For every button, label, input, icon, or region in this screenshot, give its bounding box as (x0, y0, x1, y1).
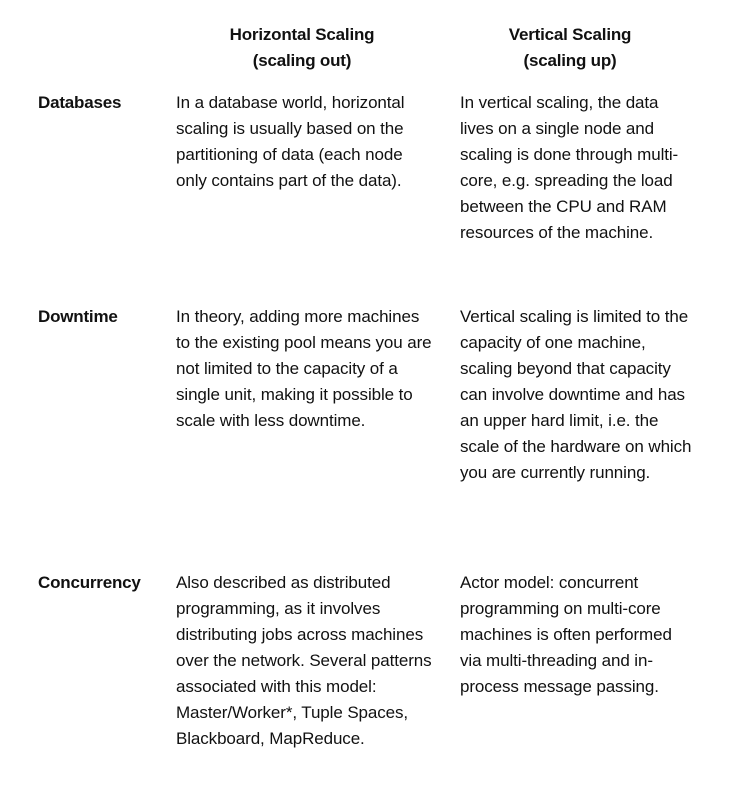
column-header-subtitle: (scaling up) (523, 51, 617, 70)
column-header-subtitle: (scaling out) (252, 51, 352, 70)
cell-concurrency-vertical: Actor model: concurrent programming on multi-core machines is often performed via multi-threading and in-process message passing. (460, 573, 672, 696)
cell-databases-horizontal: In a database world, horizontal scaling is usually based on the partitioning of data (each node only contains part of the data). (176, 93, 405, 190)
cell-downtime-vertical: Vertical scaling is limited to the capacity of one machine, scaling beyond that capacity can involve downtime and has an upper hard limit, i.e. the scale of the hardware on which you are currently running. (460, 307, 692, 482)
row-label-databases: Databases (38, 93, 122, 112)
column-header-title: Vertical Scaling (508, 25, 632, 44)
cell-databases-vertical: In vertical scaling, the data lives on a single node and scaling is done through multi-core, e.g. spreading the load between the CPU and RAM resources of the machine. (460, 93, 679, 242)
row-label-concurrency: Concurrency (38, 573, 141, 592)
column-header-title: Horizontal Scaling (229, 25, 375, 44)
row-label-downtime: Downtime (38, 307, 118, 326)
cell-concurrency-horizontal: Also described as distributed programming, as it involves distributing jobs across machines over the network. Several patterns associated with this model: Master/Worker*, Tuple Spaces, Blackboard, MapReduce. (176, 573, 432, 748)
column-header-horizontal-scaling (176, 22, 428, 74)
cell-downtime-horizontal: In theory, adding more machines to the existing pool means you are not limited to the capacity of a single unit, making it possible to scale with less downtime. (176, 307, 432, 430)
column-header-vertical-scaling (460, 22, 680, 74)
